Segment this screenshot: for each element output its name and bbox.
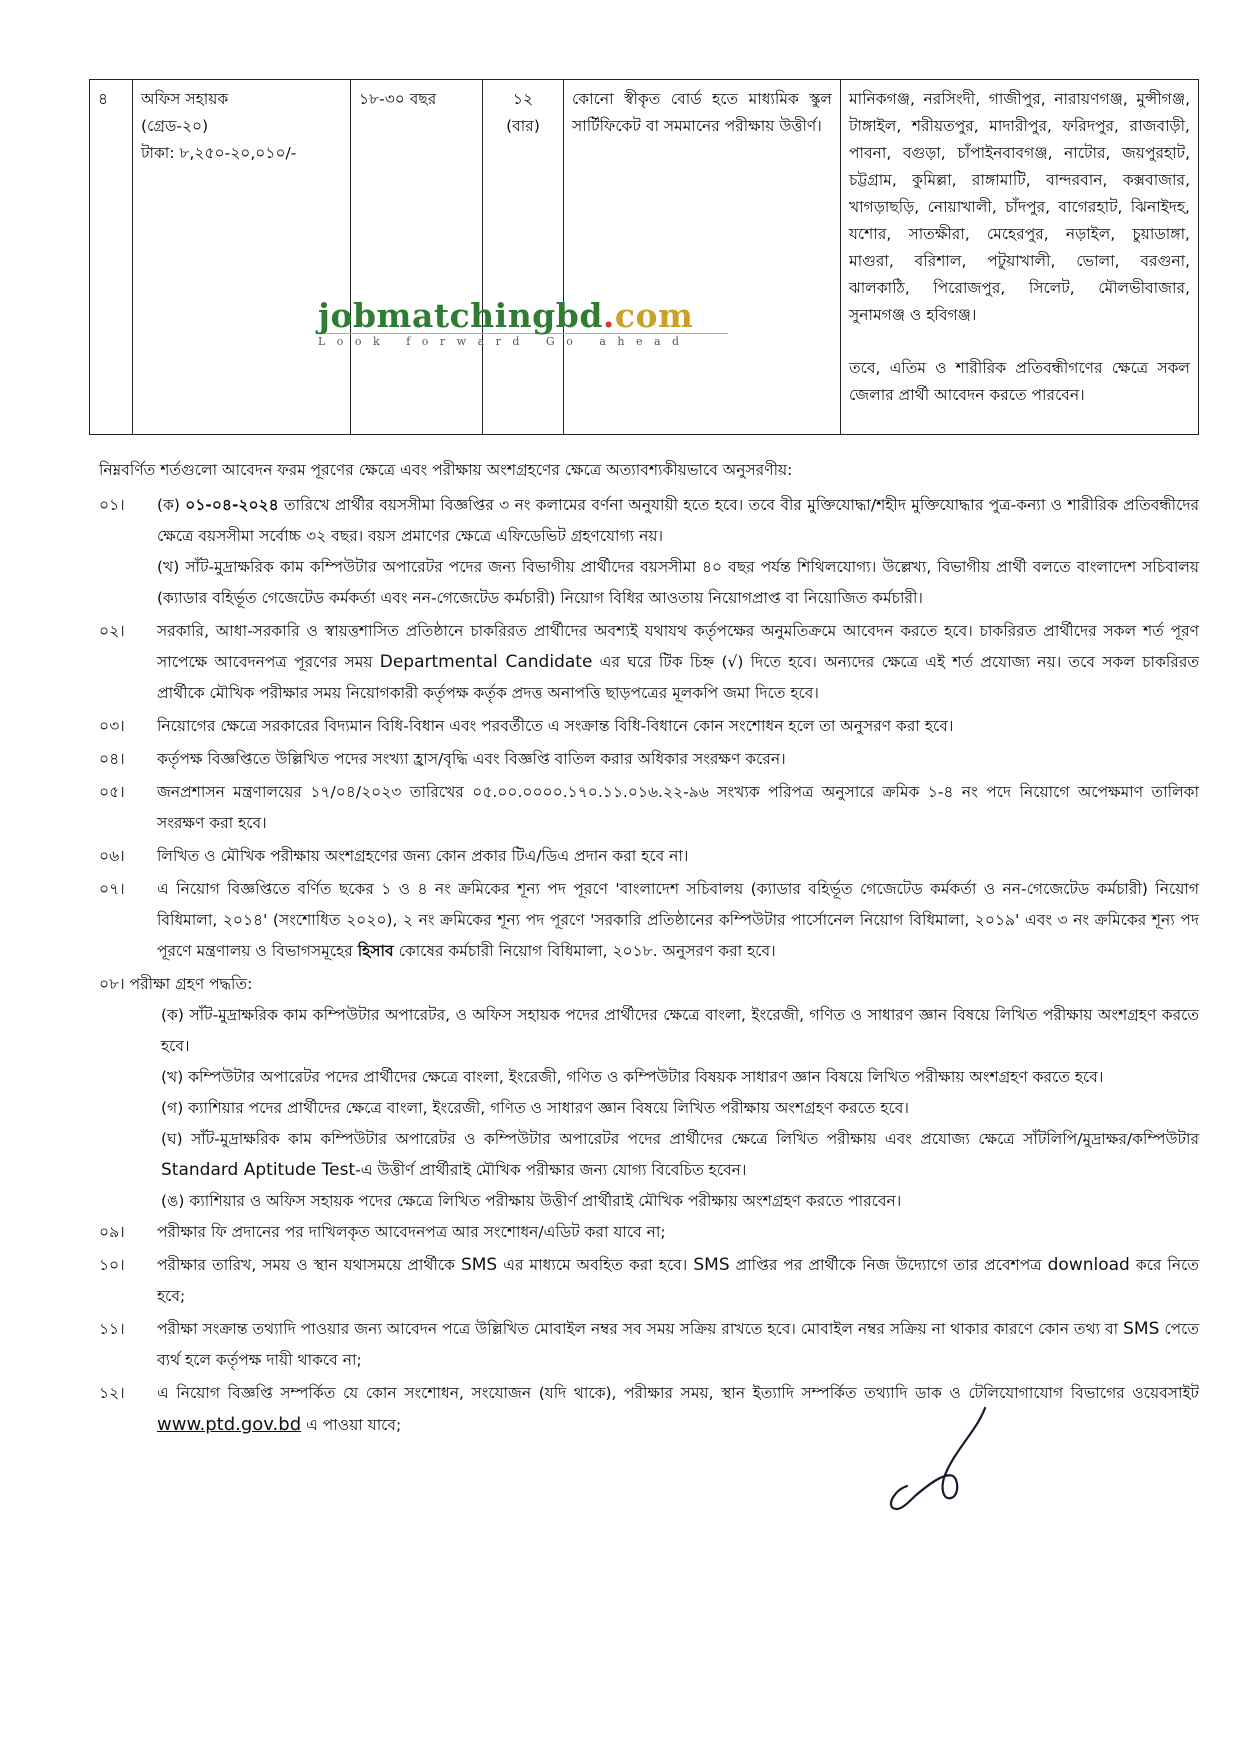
term-1-a [157, 490, 1199, 552]
serial-number: ৪ [98, 90, 109, 108]
term-body [157, 1250, 1199, 1312]
term-number: ০৯। [99, 1223, 125, 1241]
term-8-b: (খ) কম্পিউটার অপারেটর পদের প্রার্থীদের ক্ষেত্রে বাংলা, ইংরেজী, গণিত ও কম্পিউটার বিষয়ক সাধারণ জ্ঞান বিষয়ে লিখিত পরীক্ষায় অংশগ্রহণ করতে হবে। [161, 1068, 1104, 1086]
term-number: ১১। [99, 1320, 125, 1338]
watermark-dot: . [602, 296, 615, 335]
term-1-date: ০১-০৪-২০২৪ [185, 496, 279, 514]
watermark-tagline: Look forward Go ahead [318, 333, 728, 348]
term-10-text-mid: এর মাধ্যমে অবহিত করা হবে। [497, 1256, 694, 1274]
term-9 [99, 1217, 1199, 1248]
term-12 [99, 1378, 1199, 1441]
term-10-sms-2: SMS [693, 1255, 730, 1275]
watermark-tld: com [614, 296, 694, 335]
term-number: ০৪। [99, 750, 125, 768]
term-1 [99, 490, 1199, 614]
signature [885, 1400, 1005, 1520]
term-8-heading: ০৮। পরীক্ষা গ্রহণ পদ্ধতি: [99, 975, 253, 993]
term-number: ১২। [99, 1384, 125, 1402]
term-body: জনপ্রশাসন মন্ত্রণালয়ের ১৭/০৪/২০২৩ তারিখের ০৫.০০.০০০০.১৭০.১১.০১৬.২২-৯৬ সংখ্যক পরিপত্র অনুসারে ক্রমিক ১-৪ নং পদে নিয়োগে অপেক্ষমাণ তালিকা সংরক্ষণ করা হবে। [157, 783, 1199, 832]
term-number: ০৬। [99, 847, 125, 865]
term-8-e: (ঙ) ক্যাশিয়ার ও অফিস সহায়ক পদের ক্ষেত্রে লিখিত পরীক্ষায় উত্তীর্ণ প্রার্থীরাই মৌখিক পরীক্ষায় অংশগ্রহণ করতে পারবেন। [161, 1192, 902, 1210]
term-8 [99, 969, 1199, 1217]
term-5 [99, 777, 1199, 839]
term-10-text-mid-2: প্রাপ্তির পর প্রার্থীকে নিজ উদ্যোগে তার প্রবেশপত্র [729, 1256, 1048, 1274]
term-8-c: (গ) ক্যাশিয়ার পদের প্রার্থীদের ক্ষেত্রে বাংলা, ইংরেজী, গণিত ও সাধারণ জ্ঞান বিষয়ে লিখিত পরীক্ষায় অংশগ্রহণ করতে হবে। [161, 1099, 909, 1117]
term-7-text-end: কোষের কর্মচারী নিয়োগ বিধিমালা, ২০১৮. অনুসরণ করা হবে। [393, 942, 776, 960]
term-8-a: (ক) সাঁট-মুদ্রাক্ষরিক কাম কম্পিউটার অপারেটর, ও অফিস সহায়ক পদের প্রার্থীদের ক্ষেত্রে বাংলা, ইংরেজী, গণিত ও সাধারণ জ্ঞান বিষয়ে লিখিত পরীক্ষায় অংশগ্রহণ করতে হবে। [161, 1006, 1199, 1055]
districts-cell [841, 80, 1199, 435]
table-row [90, 80, 1199, 435]
districts-note: তবে, এতিম ও শারীরিক প্রতিবন্ধীগণের ক্ষেত্রে সকল জেলার প্রার্থী আবেদন করতে পারবেন। [849, 359, 1190, 404]
term-body [157, 616, 1199, 709]
term-number: ০৩। [99, 717, 125, 735]
districts-list: মানিকগঞ্জ, নরসিংদী, গাজীপুর, নারায়ণগঞ্জ, মুন্সীগঞ্জ, টাঙ্গাইল, শরীয়তপুর, মাদারীপুর, ফরিদপুর, রাজবাড়ী, পাবনা, বগুড়া, চাঁপাইনবাবগঞ্জ, নাটোর, জয়পুরহাট, চট্টগ্রাম, কুমিল্লা, রাঙ্গামাটি, বান্দরবান, কক্সবাজার, খাগড়াছড়ি, নোয়াখালী, চাঁদপুর, বাগেরহাট, ঝিনাইদহ, যশোর, সাতক্ষীরা, মেহেরপুর, নড়াইল, চুয়াডাঙ্গা, মাগুরা, বরিশাল, পটুয়াখালী, ভোলা, বরগুনা, ঝালকাঠি, পিরোজপুর, সিলেট, মৌলভীবাজার, সুনামগঞ্জ ও হবিগঞ্জ। [849, 90, 1190, 324]
post-grade: (গ্রেড-২০) [141, 117, 209, 135]
term-11 [99, 1314, 1199, 1376]
term-body: নিয়োগের ক্ষেত্রে সরকারের বিদ্যমান বিধি-বিধান এবং পরবর্তীতে এ সংক্রান্ত বিধি-বিধানে কোন সংশোধন হলে তা অনুসরণ করা হবে। [157, 717, 954, 735]
term-8-subitems [99, 1000, 1199, 1217]
term-10-text-start: পরীক্ষার তারিখ, সময় ও স্থান যথাসময়ে প্রার্থীকে [157, 1256, 461, 1274]
term-1-a-prefix: (ক) [157, 496, 186, 514]
term-7-bold-word: হিসাব [357, 942, 394, 960]
term-2-departmental-candidate: Departmental Candidate [379, 652, 593, 672]
term-12-text-end: এ পাওয়া যাবে; [301, 1416, 402, 1434]
term-number: ০১। [99, 496, 125, 514]
term-4 [99, 744, 1199, 775]
term-body: পরীক্ষার ফি প্রদানের পর দাখিলকৃত আবেদনপত্র আর সংশোধন/এডিট করা যাবে না; [157, 1223, 666, 1241]
term-body [157, 1314, 1199, 1376]
term-8-d [161, 1124, 1199, 1186]
post-count: ১২ [512, 90, 534, 108]
term-2 [99, 616, 1199, 709]
term-2-text-start: সরকারি, আধা-সরকারি ও স্বায়ত্তশাসিত প্রতিষ্ঠানে চাকরিরত প্রার্থীদের অবশ্যই যথাযথ কর্তৃপক্ষের অনুমতিক্রমে আবেদন করতে হবে। চাকরিরত প্রার্থীদের সকল শর্ত পূরণ সাপেক্ষে আবেদনপত্র পূরণের সময় [157, 622, 1199, 671]
term-number: ১০। [99, 1256, 125, 1274]
post-cell [133, 80, 351, 435]
post-count-cell [483, 80, 564, 435]
term-body: কর্তৃপক্ষ বিজ্ঞপ্তিতে উল্লিখিত পদের সংখ্যা হ্রাস/বৃদ্ধি এবং বিজ্ঞপ্তি বাতিল করার অধিকার সংরক্ষণ করেন। [157, 750, 786, 768]
term-11-text-start: পরীক্ষা সংক্রান্ত তথ্যাদি পাওয়ার জন্য আবেদন পত্রে উল্লিখিত মোবাইল নম্বর সব সময় সক্রিয় রাখতে হবে। মোবাইল নম্বর সক্রিয় না থাকার কারণে কোন তথ্য বা [157, 1320, 1124, 1338]
term-8-d-text-end: -এ উত্তীর্ণ প্রার্থীরাই মৌখিক পরীক্ষার জন্য যোগ্য বিবেচিত হবেন। [355, 1161, 747, 1179]
qualification-cell [564, 80, 841, 435]
post-pay-scale: টাকা: ৮,২৫০-২০,০১০/- [141, 144, 297, 162]
watermark-name: jobmatchingbd [318, 296, 603, 335]
term-2-text-end: এর ঘরে টিক চিহ্ন (√) দিতে হবে। অন্যদের ক্ষেত্রে এই শর্ত প্রযোজ্য নয়। তবে সকল চাকরিরত প্রার্থীকে মৌখিক পরীক্ষার সময় নিয়োগকারী কর্তৃপক্ষ কর্তৃক প্রদত্ত অনাপত্তি ছাড়পত্রের মূলকপি জমা দিতে হবে। [157, 653, 1199, 702]
term-10-text-end: করে নিতে হবে; [157, 1256, 1199, 1305]
watermark [318, 296, 728, 348]
term-10-download: download [1047, 1255, 1130, 1275]
watermark-title [318, 296, 728, 335]
age-limit: ১৮-৩০ বছর [359, 90, 437, 108]
term-11-text-end: পেতে ব্যর্থ হলে কর্তৃপক্ষ দায়ী থাকবে না; [157, 1320, 1199, 1369]
ptd-website-link[interactable]: www.ptd.gov.bd [157, 1414, 302, 1435]
term-1-a-text: তারিখে প্রার্থীর বয়সসীমা বিজ্ঞপ্তির ৩ নং কলামের বর্ণনা অনুযায়ী হতে হবে। তবে বীর মুক্তিযোদ্ধা/শহীদ মুক্তিযোদ্ধার পুত্র-কন্যা ও শারীরিক প্রতিবন্ধীদের ক্ষেত্রে বয়সসীমা সর্বোচ্চ ৩২ বছর। বয়স প্রমাণের ক্ষেত্রে এফিডেভিট গ্রহণযোগ্য নয়। [157, 496, 1199, 545]
terms-list [99, 490, 1199, 1443]
term-12-text-start: এ নিয়োগ বিজ্ঞপ্তি সম্পর্কিত যে কোন সংশোধন, সংযোজন (যদি থাকে), পরীক্ষার সময়, স্থান ইত্যাদি সম্পর্কিত তথ্যাদি ডাক ও টেলিযোগাযোগ বিভাগের ওয়েবসাইট [157, 1384, 1199, 1402]
age-cell [351, 80, 483, 435]
signature-stroke [891, 1408, 985, 1509]
post-name: অফিস সহায়ক [141, 90, 229, 108]
term-1-b: (খ) সাঁট-মুদ্রাক্ষরিক কাম কম্পিউটার অপারেটর পদের জন্য বিভাগীয় প্রার্থীদের বয়সসীমা ৪০ বছর পর্যন্ত শিথিলযোগ্য। উল্লেখ্য, বিভাগীয় প্রার্থী বলতে বাংলাদেশ সচিবালয় (ক্যাডার বহির্ভূত গেজেটেড কর্মকর্তা এবং নন-গেজেটেড কর্মচারী) নিয়োগ বিধির আওতায় নিয়োগপ্রাপ্ত বা নিয়োজিত কর্মচারী। [157, 558, 1199, 607]
term-body [157, 874, 1199, 967]
term-number: ০৫। [99, 783, 125, 801]
term-10-sms: SMS [460, 1255, 498, 1275]
serial-cell [90, 80, 133, 435]
term-7 [99, 874, 1199, 967]
terms-intro: নিম্নবর্ণিত শর্তগুলো আবেদন ফরম পূরণের ক্ষেত্রে এবং পরীক্ষায় অংশগ্রহণের ক্ষেত্রে অত্যাবশ্যকীয়ভাবে অনুসরণীয়: [99, 461, 793, 479]
term-body [157, 490, 1199, 614]
term-10 [99, 1250, 1199, 1312]
term-8-d-aptitude-test: Standard Aptitude Test [161, 1160, 356, 1180]
qualification-text: কোনো স্বীকৃত বোর্ড হতে মাধ্যমিক স্কুল সার্টিফিকেট বা সমমানের পরীক্ষায় উত্তীর্ণ। [572, 90, 832, 135]
term-body: লিখিত ও মৌখিক পরীক্ষায় অংশগ্রহণের জন্য কোন প্রকার টিএ/ডিএ প্রদান করা হবে না। [157, 847, 689, 865]
term-body [157, 1378, 1199, 1441]
posts-table [89, 79, 1199, 435]
term-number: ০৭। [99, 880, 125, 898]
term-3 [99, 711, 1199, 742]
term-11-sms: SMS [1123, 1319, 1160, 1339]
term-number: ০২। [99, 622, 125, 640]
term-6 [99, 841, 1199, 872]
term-7-text-start: এ নিয়োগ বিজ্ঞপ্তিতে বর্ণিত ছকের ১ ও ৪ নং ক্রমিকের শূন্য পদ পূরণে 'বাংলাদেশ সচিবালয় (ক্যাডার বহির্ভূত গেজেটেড কর্মকর্তা ও নন-গেজেটেড কর্মচারী) নিয়োগ বিধিমালা, ২০১৪' (সংশোধিত ২০২০), ২ নং ক্রমিকের শূন্য পদ পূরণে 'সরকারি প্রতিষ্ঠানের কম্পিউটার পার্সোনেল নিয়োগ বিধিমালা, ২০১৯' এবং ৩ নং ক্রমিকের শূন্য পদ পূরণে মন্ত্রণালয় ও বিভাগসমূহের [157, 880, 1199, 960]
post-count-words: (বার) [506, 117, 540, 135]
term-8-d-text-start: (ঘ) সাঁট-মুদ্রাক্ষরিক কাম কম্পিউটার অপারেটর ও কম্পিউটার অপারেটর পদের প্রার্থীদের ক্ষেত্রে লিখিত পরীক্ষায় এবং প্রযোজ্য ক্ষেত্রে সাঁটলিপি/মুদ্রাক্ষর/কম্পিউটার [161, 1130, 1199, 1148]
